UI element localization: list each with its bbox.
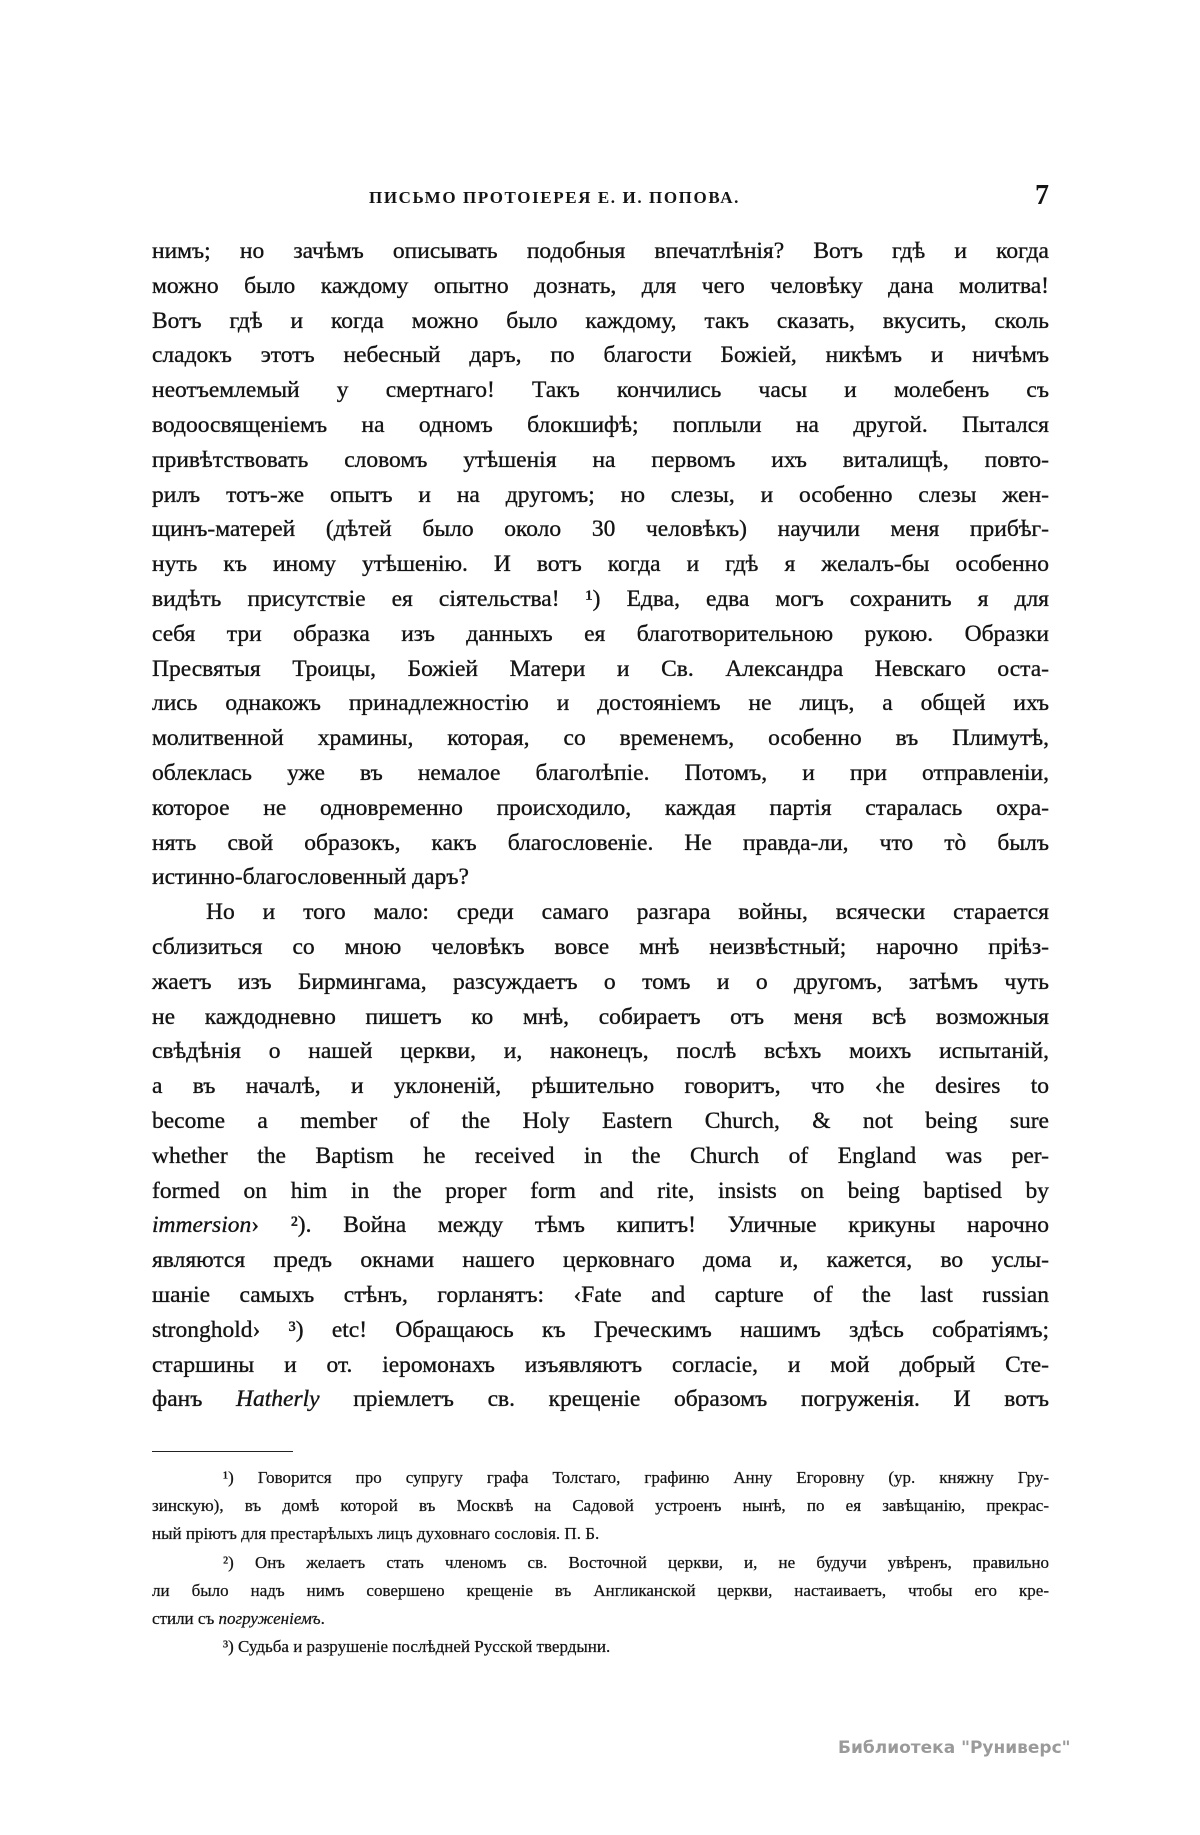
text-line (152, 1243, 1049, 1278)
footnote-line (152, 1549, 1049, 1577)
text-line (152, 617, 1049, 652)
text-segment: старшины и от. іеромонахъ изъявляютъ согласіе, и мой добрый Сте- (152, 1351, 1049, 1378)
text-segment: истинно-благословенный даръ? (152, 864, 469, 891)
text-line (152, 1174, 1049, 1209)
text-segment: а въ началѣ, и уклоненій, рѣшительно говоритъ, что ‹he desires to (152, 1073, 1049, 1100)
footnote-line (152, 1464, 1049, 1492)
text-segment: ³) Судьба и разрушеніе послѣдней Русской твердыни. (223, 1637, 611, 1657)
text-segment: Но и того мало: среди самаго разгара войны, всячески старается (206, 899, 1049, 926)
text-segment: сладокъ этотъ небесный даръ, по благости Божіей, никѣмъ и ничѣмъ (152, 342, 1049, 369)
italic-text: погруженіемъ (218, 1608, 321, 1628)
page-number: 7 (1035, 180, 1049, 211)
body-text (152, 234, 1049, 1417)
library-watermark: Библиотека "Руниверс" (838, 1738, 1071, 1758)
text-line (152, 860, 1049, 895)
text-segment: ли было надъ нимъ совершено крещеніе въ Англиканской церкви, настаиваетъ, чтобы его кре- (152, 1580, 1049, 1600)
text-line (152, 965, 1049, 1000)
text-line (152, 234, 1049, 269)
text-line (152, 791, 1049, 826)
text-segment: нуть къ иному утѣшенію. И вотъ когда и гдѣ я желалъ-бы особенно (152, 551, 1049, 578)
italic-text: Hatherly (236, 1386, 320, 1413)
italic-text: immersion (152, 1212, 252, 1239)
text-line (152, 652, 1049, 687)
text-line (152, 547, 1049, 582)
text-segment: become a member of the Holy Eastern Church, & not being sure (152, 1107, 1049, 1134)
text-line (152, 1034, 1049, 1069)
text-segment: . (320, 1608, 325, 1628)
text-line (152, 756, 1049, 791)
text-segment: привѣтствовать словомъ утѣшенія на первомъ ихъ виталищѣ, повто- (152, 446, 1049, 473)
text-segment: видѣть присутствіе ея сіятельства! ¹) Едва, едва могъ сохранить я для (152, 585, 1049, 612)
text-segment: Вотъ гдѣ и когда можно было каждому, такъ сказать, вкусить, сколь (152, 307, 1049, 334)
running-title: ПИСЬМО ПРОТОІЕРЕЯ Е. И. ПОПОВА. (369, 188, 740, 207)
text-segment: лись однакожъ принадлежностію и достояніемъ не лицъ, а общей ихъ (152, 690, 1049, 717)
text-segment: стили съ (152, 1608, 219, 1628)
text-segment: сблизиться со мною человѣкъ вовсе мнѣ неизвѣстный; нарочно пріѣз- (152, 933, 1049, 960)
text-line (152, 478, 1049, 513)
text-segment: облеклась уже въ немалое благолѣпіе. Потомъ, и при отправленіи, (152, 759, 1049, 786)
text-segment: шаніе самыхъ стѣнъ, горланятъ: ‹Fate and capture of the last russian (152, 1281, 1049, 1308)
text-segment: свѣдѣнія о нашей церкви, и, наконецъ, послѣ всѣхъ моихъ испытаній, (152, 1038, 1049, 1065)
text-segment: щинъ-матерей (дѣтей было около 30 человѣкъ) научили меня прибѣг- (152, 516, 1049, 543)
text-line (152, 1278, 1049, 1313)
text-segment: рилъ тотъ-же опытъ и на другомъ; но слезы, и особенно слезы жен- (152, 481, 1049, 508)
text-line (152, 1348, 1049, 1383)
text-line (152, 1104, 1049, 1139)
text-segment: себя три образка изъ данныхъ ея благотворительною рукою. Образки (152, 620, 1049, 647)
page-header (152, 180, 1049, 216)
footnote-line (152, 1605, 1049, 1633)
text-line (152, 895, 1049, 930)
footnote-line (152, 1633, 1049, 1661)
text-line (152, 1382, 1049, 1417)
text-segment: не каждодневно пишетъ ко мнѣ, собираетъ отъ меня всѣ возможныя (152, 1003, 1049, 1030)
text-segment: Пресвятыя Троицы, Божіей Матери и Св. Александра Невскаго оста- (152, 655, 1049, 682)
text-line (152, 582, 1049, 617)
text-line (152, 512, 1049, 547)
text-segment: которое не одновременно происходило, каждая партія старалась охра- (152, 794, 1049, 821)
text-segment: ный пріютъ для престарѣлыхъ лицъ духовнаго сословія. П. Б. (152, 1524, 600, 1544)
text-line (152, 686, 1049, 721)
text-line (152, 304, 1049, 339)
text-segment: пріемлетъ св. крещеніе образомъ погруженія. И вотъ (319, 1386, 1049, 1413)
text-line (152, 721, 1049, 756)
text-segment: whether the Baptism he received in the Church of England was per- (152, 1142, 1049, 1169)
text-line (152, 408, 1049, 443)
footnote-line (152, 1577, 1049, 1605)
footnote-rule (152, 1451, 293, 1452)
text-segment: нимъ; но зачѣмъ описывать подобныя впечатлѣнія? Вотъ гдѣ и когда (152, 238, 1049, 264)
text-segment: водоосвященіемъ на одномъ блокшифѣ; поплыли на другой. Пытался (152, 411, 1049, 438)
text-segment: можно было каждому опытно дознать, для чего человѣку дана молитва! (152, 272, 1049, 299)
footnotes (152, 1464, 1049, 1661)
text-line (152, 338, 1049, 373)
text-segment: фанъ (152, 1386, 237, 1413)
text-line (152, 443, 1049, 478)
text-line (152, 1313, 1049, 1348)
text-segment: являются предъ окнами нашего церковнаго дома и, кажется, во услы- (152, 1247, 1049, 1274)
footnote-line (152, 1492, 1049, 1520)
text-line (152, 373, 1049, 408)
text-segment: ²) Онъ желаетъ стать членомъ св. Восточной церкви, и, не будучи увѣренъ, правильно (223, 1552, 1049, 1572)
text-segment: неотъемлемый у смертнаго! Такъ кончились часы и молебенъ съ (152, 377, 1049, 404)
text-segment: › ²). Война между тѣмъ кипитъ! Уличные крикуны нарочно (251, 1212, 1049, 1239)
text-line (152, 930, 1049, 965)
text-segment: нять свой образокъ, какъ благословеніе. Не правда-ли, что тò былъ (152, 829, 1049, 856)
text-line (152, 1208, 1049, 1243)
text-line (152, 1000, 1049, 1035)
text-segment: зинскую), въ домѣ которой въ Москвѣ на Садовой устроенъ нынѣ, по ея завѣщанію, прекрас- (152, 1496, 1049, 1516)
text-line (152, 1069, 1049, 1104)
text-segment: молитвенной храмины, которая, со временемъ, особенно въ Плимутѣ, (152, 725, 1049, 752)
footnote-line (152, 1520, 1049, 1548)
text-segment: ¹) Говорится про супругу графа Толстаго, графиню Анну Егоровну (ур. княжну Гру- (223, 1468, 1049, 1487)
text-segment: formed on him in the proper form and rite, insists on being baptised by (152, 1177, 1049, 1204)
text-line (152, 269, 1049, 304)
text-line (152, 1139, 1049, 1174)
text-segment: stronghold› ³) etc! Обращаюсь къ Греческимъ нашимъ здѣсь собратіямъ; (152, 1316, 1049, 1343)
text-line (152, 826, 1049, 861)
text-segment: жаетъ изъ Бирмингама, разсуждаетъ о томъ и о другомъ, затѣмъ чуть (152, 968, 1049, 995)
